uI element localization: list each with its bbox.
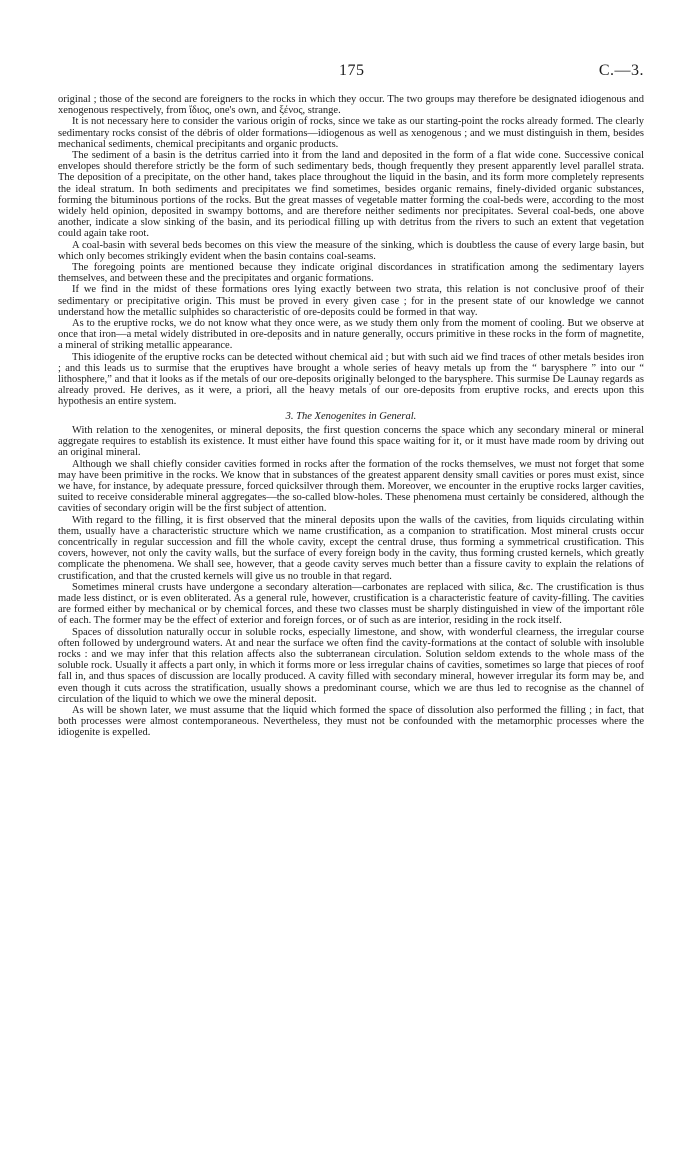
paragraph: Although we shall chiefly consider cavities formed in rocks after the formation of the rocks themselves, we must not forget that some may have been primitive in the rocks. We know that in substances of the greatest apparent density small cavities or pores must exist, since we have, for instance, by adequate pressure, forced quicksilver through them. Moreover, we encounter in the eruptive rocks larger cavities, suited to receive considerable mineral aggregates—the so-called blow-holes. These phenomena must certainly be considered, although the cavities of secondary origin will be the first subject of attention. — [58, 458, 644, 515]
paragraph: With relation to the xenogenites, or mineral deposits, the first question concerns the space which any secondary mineral or mineral aggregate requires to establish its existence. It must either have found this space waiting for it, or it must have made room by driving out an original mineral. — [58, 424, 644, 459]
paragraph: Sometimes mineral crusts have undergone a secondary alteration—carbonates are replaced with silica, &c. The crustification is thus made less distinct, or is even obliterated. As a general rule, however, crustification is a characteristic feature of cavity-filling. The cavities are formed either by mechanical or by chemical forces, and these two classes must be sharply distinguished in view of the important rôle of each. The former may be the effect of exterior and foreign forces, or of such as are interior, residing in the rock itself. — [58, 581, 644, 627]
paragraph: The foregoing points are mentioned because they indicate original discordances in stratification among the sedimentary layers themselves, and between these and the precipitates and organic formations. — [58, 262, 644, 285]
section-heading: 3. The Xenogenites in General. — [285, 410, 417, 422]
page-header — [0, 62, 700, 82]
paragraph: original ; those of the second are foreigners to the rocks in which they occur. The two groups may therefore be designated idiogenous and xenogenous respectively, from ἴδιος, one's own, and ξένος, strange. — [58, 94, 644, 117]
paragraph: As will be shown later, we must assume that the liquid which formed the space of dissolution also performed the filling ; in fact, that both processes were almost contemporaneous. Nevertheless, they must not be confounded with the metamorphic processes where the idiogenite is expelled. — [58, 704, 644, 739]
paragraph: It is not necessary here to consider the various origin of rocks, since we take as our starting-point the rocks already formed. The clearly sedimentary rocks consist of the débris of older formations—idiogenous as well as xenogenous ; and we must distinguish in them, besides mechanical sediments, chemical precipitants and organic products. — [58, 116, 644, 150]
paragraph: A coal-basin with several beds becomes on this view the measure of the sinking, which is doubtless the cause of every large basin, but which only becomes strikingly evident when the basin contains coal-seams. — [58, 239, 644, 262]
paragraph: This idiogenite of the eruptive rocks can be detected without chemical aid ; but with such aid we find traces of other metals besides iron ; and this leads us to surmise that the eruptives have brought a whole series of heavy metals up from the “ barysphere ” into our “ lithosphere,” and that it looks as if the metals of our ore-deposits originally belonged to the barysphere. This surmise De Launay regards as already proved. He derives, as it were, a priori, all the heavy metals of our ore-deposits from eruptive rocks, and erects upon this hypothesis an entire system. — [58, 351, 644, 408]
paragraph: Spaces of dissolution naturally occur in soluble rocks, especially limestone, and show, with wonderful clearness, the irregular course often followed by underground waters. At and near the surface we often find the cavity-formations at the contact of soluble with insoluble rocks : and we may infer that this relation affects also the subterranean circulation. Solution seldom extends to the whole mass of the soluble rock. Usually it affects a part only, in which it forms more or less irregular chains of cavities, sometimes so large that pieces of roof fall in, and thus spaces of discussion are locally produced. A cavity filled with secondary mineral, however irregular its form may be, and even though it cuts across the stratification, usually shows a predominant course, which we are thus led to recognise as the channel of circulation of the liquid to which we owe the mineral deposit. — [58, 626, 644, 705]
paragraph: If we find in the midst of these formations ores lying exactly between two strata, this relation is not conclusive proof of their sedimentary or precipitative origin. This must be proved in every given case ; for in the present state of our knowledge we cannot understand how the metallic sulphides so characteristic of ore-deposits could be formed in that way. — [58, 284, 644, 318]
paragraph: The sediment of a basin is the detritus carried into it from the land and deposited in the form of a flat wide cone. Successive conical envelopes should therefore strictly be the form of such sedimentary beds, though frequently they present apparently level parallel strata. The deposition of a precipitate, on the other hand, takes place throughout the liquid in the basin, and its form more completely represents the ideal stratum. In both sediments and precipitates we find sometimes, besides organic remains, finely-divided organic substances, forming the bituminous portions of the rocks. But the great masses of vegetable matter forming the coal-beds were, according to the most widely held opinion, deposited in swampy bottoms, and are therefore neither sediments nor precipitates. Several coal-beds, one above another, indicate a slow sinking of the basin, and its periodical filling up with detritus from the rivers to such an extent that vegetation could again take root. — [58, 150, 644, 240]
body-text — [58, 94, 644, 739]
paragraph: With regard to the filling, it is first observed that the mineral deposits upon the walls of the cavities, from liquids circulating within them, usually have a characteristic structure which we name crustification, as a companion to stratification. Most mineral crusts occur concentrically in regular succession and fill the whole cavity, except the central druse, thus forming a symmetrical crustification. This covers, however, not only the cavity walls, but the surface of every foreign body in the cavity, thus forming crusted kernels, which greatly complicate the phenomena. We shall see, however, that a geode cavity serves much better than a fissure cavity to explain the relations of crustification, and that the crusted kernels will give us no trouble in that regard. — [58, 514, 644, 582]
section-code: C.—3. — [598, 62, 644, 79]
page-number: 175 — [339, 62, 365, 79]
paragraph: As to the eruptive rocks, we do not know what they once were, as we study them only from the moment of cooling. But we observe at once that iron—a metal widely distributed in ore-deposits and in nature generally, occurs primitive in these rocks in the form of magnetite, a mineral of striking metallic appearance. — [58, 318, 644, 352]
